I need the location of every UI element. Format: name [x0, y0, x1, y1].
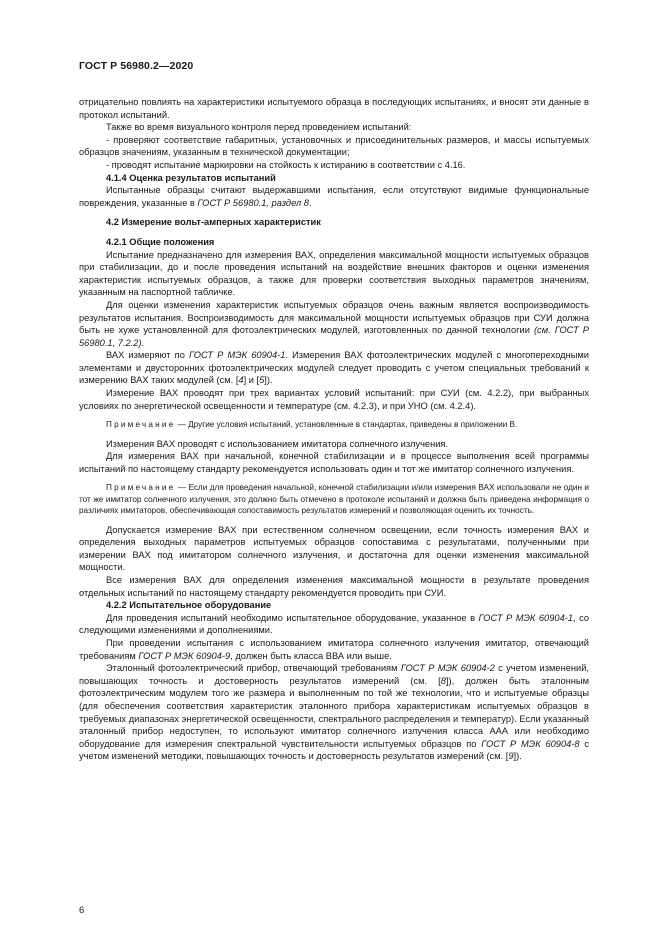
list-item: - проверяют соответствие габаритных, установочных и присоединительных размеров, и массы испытуемых образцов значениям, указанным в технической документации; — [79, 134, 589, 158]
bibliography-reference: 5 — [259, 375, 265, 386]
paragraph: Для оценки изменения характеристик испытуемых образцов очень важным является воспроизводимость результатов испытания. Воспроизводимость для максимальной мощности испытуемых образцов при СУИ должна быть не хуже установленной для фотоэлектрических модулей, изготовленных по данной технологии (см. ГОСТ Р 56980.1, 7.2.2). — [79, 299, 589, 348]
standard-reference: ГОСТ Р МЭК 60904-2 — [400, 663, 495, 674]
note: Примечание — Если для проведения начальной, конечной стабилизации и/или измерения ВАХ использовали не один и тот же имитатор солнечного излучения, это должно быть отмечено в протоколе испытаний и должна быть приведена информация о различиях имитаторов, обеспечивающая сопоставимость результатов измерений и позволяющая оценить их точность. — [79, 483, 589, 516]
bibliography-reference: 9 — [508, 751, 514, 762]
standard-reference: (см. ГОСТ Р 56980.1, 7.2.2) — [79, 325, 589, 348]
paragraph: Допускается измерение ВАХ при естественном солнечном освещении, если точность измерения ВАХ и определения выходных параметров испытуемых образцов сопоставима с результатами, полученными при измерении ВАХ под имитатором солнечного излучения, и достаточна для оценки изменения максимальной мощности. — [79, 524, 589, 573]
note-label: Примечание — [106, 483, 176, 493]
paragraph: Также во время визуального контроля перед проведением испытаний: — [106, 122, 412, 133]
paragraph: Измерения ВАХ проводят с использованием имитатора солнечного излучения. — [106, 438, 449, 449]
section-heading-4-2-2: 4.2.2 Испытательное оборудование — [106, 600, 272, 611]
section-heading-4-2-1: 4.2.1 Общие положения — [106, 236, 215, 247]
document-body — [79, 96, 589, 763]
standard-reference: ГОСТ Р МЭК 60904-1 — [188, 350, 286, 361]
bibliography-reference: 4 — [238, 375, 244, 386]
paragraph: Испытание предназначено для измерения ВАХ, определения максимальной мощности испытуемых образцов при стабилизации, до и после проведения испытаний на воздействие внешних факторов и оценки изменения характеристик испытуемых образцов, а также для проверки соответствия выходных параметров значениям, указанным на паспортной табличке. — [79, 249, 589, 298]
page-number: 6 — [79, 905, 85, 916]
standard-header: ГОСТ Р 56980.2—2020 — [79, 60, 194, 72]
paragraph: Для проведения испытаний необходимо испытательное оборудование, указанное в ГОСТ Р МЭК 60904-1, со следующими изменениями и дополнениями. — [79, 612, 590, 636]
paragraph: ВАХ измеряют по ГОСТ Р МЭК 60904-1. Измерения ВАХ фотоэлектрических модулей с многопереходными элементами и двусторонних фотоэлектрических модулей следует проводить с учетом специальных требований к измерению ВАХ таких модулей (см. [4] и [5]). — [79, 350, 589, 386]
list-item: - проводят испытание маркировки на стойкость к истиранию в соответствии с 4.16. — [106, 159, 466, 170]
paragraph: Эталонный фотоэлектрический прибор, отвечающий требованиям ГОСТ Р МЭК 60904-2 с учетом изменений, повышающих точность и достоверность результатов измерений (см. [8]), должен быть эталонным фотоэлектрическим модулем того же размера и выполненным по той же технологии, что и испытуемые образцы (для обеспечения соответствия характеристик эталонного прибора характеристикам испытуемых образцов в требуемых диапазонах энергетической освещенности, спектрального распределения и температур). Если указанный эталонный прибор недоступен, то используют имитатор солнечного излучения класса ААА или необходимо оборудование для измерения спектральной чувствительности испытуемых образцов по ГОСТ Р МЭК 60904-8 с учетом изменений методики, повышающих точность и достоверность результатов измерений (см. [9]). — [79, 663, 589, 762]
paragraph: Испытанные образцы считают выдержавшими испытания, если отсутствуют видимые функциональные повреждения, указанные в ГОСТ Р 56980.1, раздел 8. — [79, 185, 589, 208]
paragraph: отрицательно повлиять на характеристики испытуемого образца в последующих испытаниях, и вносят эти данные в протокол испытаний. — [79, 97, 589, 120]
paragraph: Все измерения ВАХ для определения изменения максимальной мощности в результате проведения отдельных испытаний по настоящему стандарту рекомендуется проводить при СУИ. — [79, 575, 589, 598]
bibliography-reference: 8 — [440, 675, 446, 686]
standard-reference: ГОСТ Р МЭК 60904-9 — [138, 650, 231, 661]
note: Примечание — Другие условия испытаний, установленные в стандартах, приведены в приложении В. — [106, 420, 518, 430]
section-heading-4-1-4: 4.1.4 Оценка результатов испытаний — [106, 172, 276, 183]
standard-reference: ГОСТ Р МЭК 60904-8 — [481, 738, 580, 749]
section-heading-4-2: 4.2 Измерение вольт-амперных характеристик — [106, 217, 321, 228]
paragraph: Измерение ВАХ проводят при трех вариантах условий испытаний: при СУИ (см. 4.2.2), при выбранных условиях по энергетической освещенности и температуре (см. 4.2.3), и при УНО (см. 4.2.4). — [79, 388, 589, 411]
paragraph: При проведении испытания с использованием имитатора солнечного излучения имитатор, отвечающий требованиям ГОСТ Р МЭК 60904-9, должен быть класса ВВА или выше. — [79, 638, 589, 661]
note-label: Примечание — [106, 420, 176, 430]
standard-reference: ГОСТ Р 56980.1, раздел 8 — [197, 197, 309, 208]
paragraph: Для измерения ВАХ при начальной, конечной стабилизации и в процессе выполнения всей программы испытаний по настоящему стандарту рекомендуется использовать один и тот же имитатор солнечного излучения. — [79, 451, 589, 474]
standard-reference: ГОСТ Р МЭК 60904-1 — [478, 612, 574, 623]
